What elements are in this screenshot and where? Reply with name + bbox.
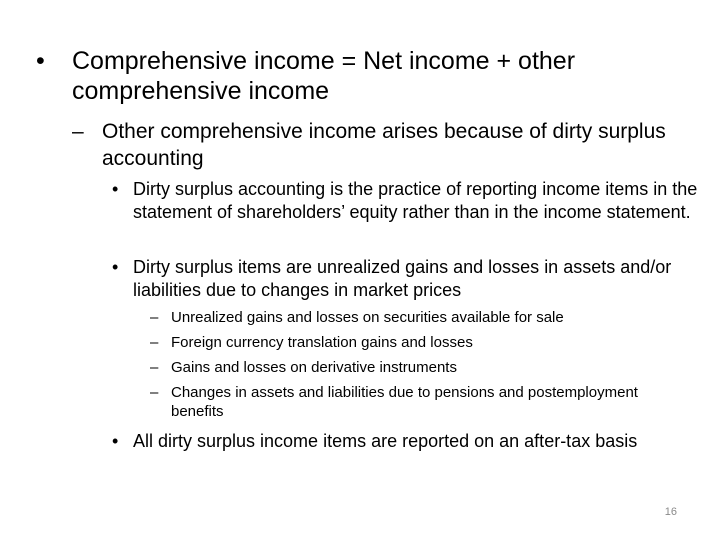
subbullet-text: Other comprehensive income arises because of dirty surplus accounting [102,120,666,170]
subitem-securities [150,308,681,327]
dash-icon: – [150,309,159,326]
bullet-icon: • [112,431,119,451]
page-number: 16 [664,506,677,518]
subitem-text: Gains and losses on derivative instruments [171,359,457,376]
dash-icon: – [150,334,159,351]
bullet-text: All dirty surplus income items are reported on an after-tax basis [133,431,638,451]
subitem-foreign-currency [150,333,681,352]
subitem-text: Foreign currency translation gains and losses [171,334,473,351]
subitem-pensions [150,383,681,421]
subbullet-other-comprehensive-income [72,118,702,172]
bullet-text: Dirty surplus accounting is the practice of reporting income items in the statement of shareholders’ equity rather than in the income statement. [133,179,698,222]
bullet-text: Dirty surplus items are unrealized gains and losses in assets and/or liabilities due to changes in market prices [133,257,672,300]
bullet-dirty-surplus-items [112,256,698,302]
bullet-after-tax [112,430,698,453]
bullet-icon: • [36,47,45,75]
bullet-text: Comprehensive income = Net income + other comprehensive income [72,47,576,105]
dash-icon: – [150,359,159,376]
dash-icon: – [72,120,84,143]
dash-icon: – [150,384,159,401]
bullet-dirty-surplus-definition [112,178,698,224]
subitem-text: Unrealized gains and losses on securities available for sale [171,309,564,326]
bullet-icon: • [112,179,119,199]
bullet-icon: • [112,257,119,277]
bullet-comprehensive-income [36,46,712,106]
subitem-derivatives [150,358,681,377]
subitem-text: Changes in assets and liabilities due to pensions and postemployment benefits [171,384,638,420]
